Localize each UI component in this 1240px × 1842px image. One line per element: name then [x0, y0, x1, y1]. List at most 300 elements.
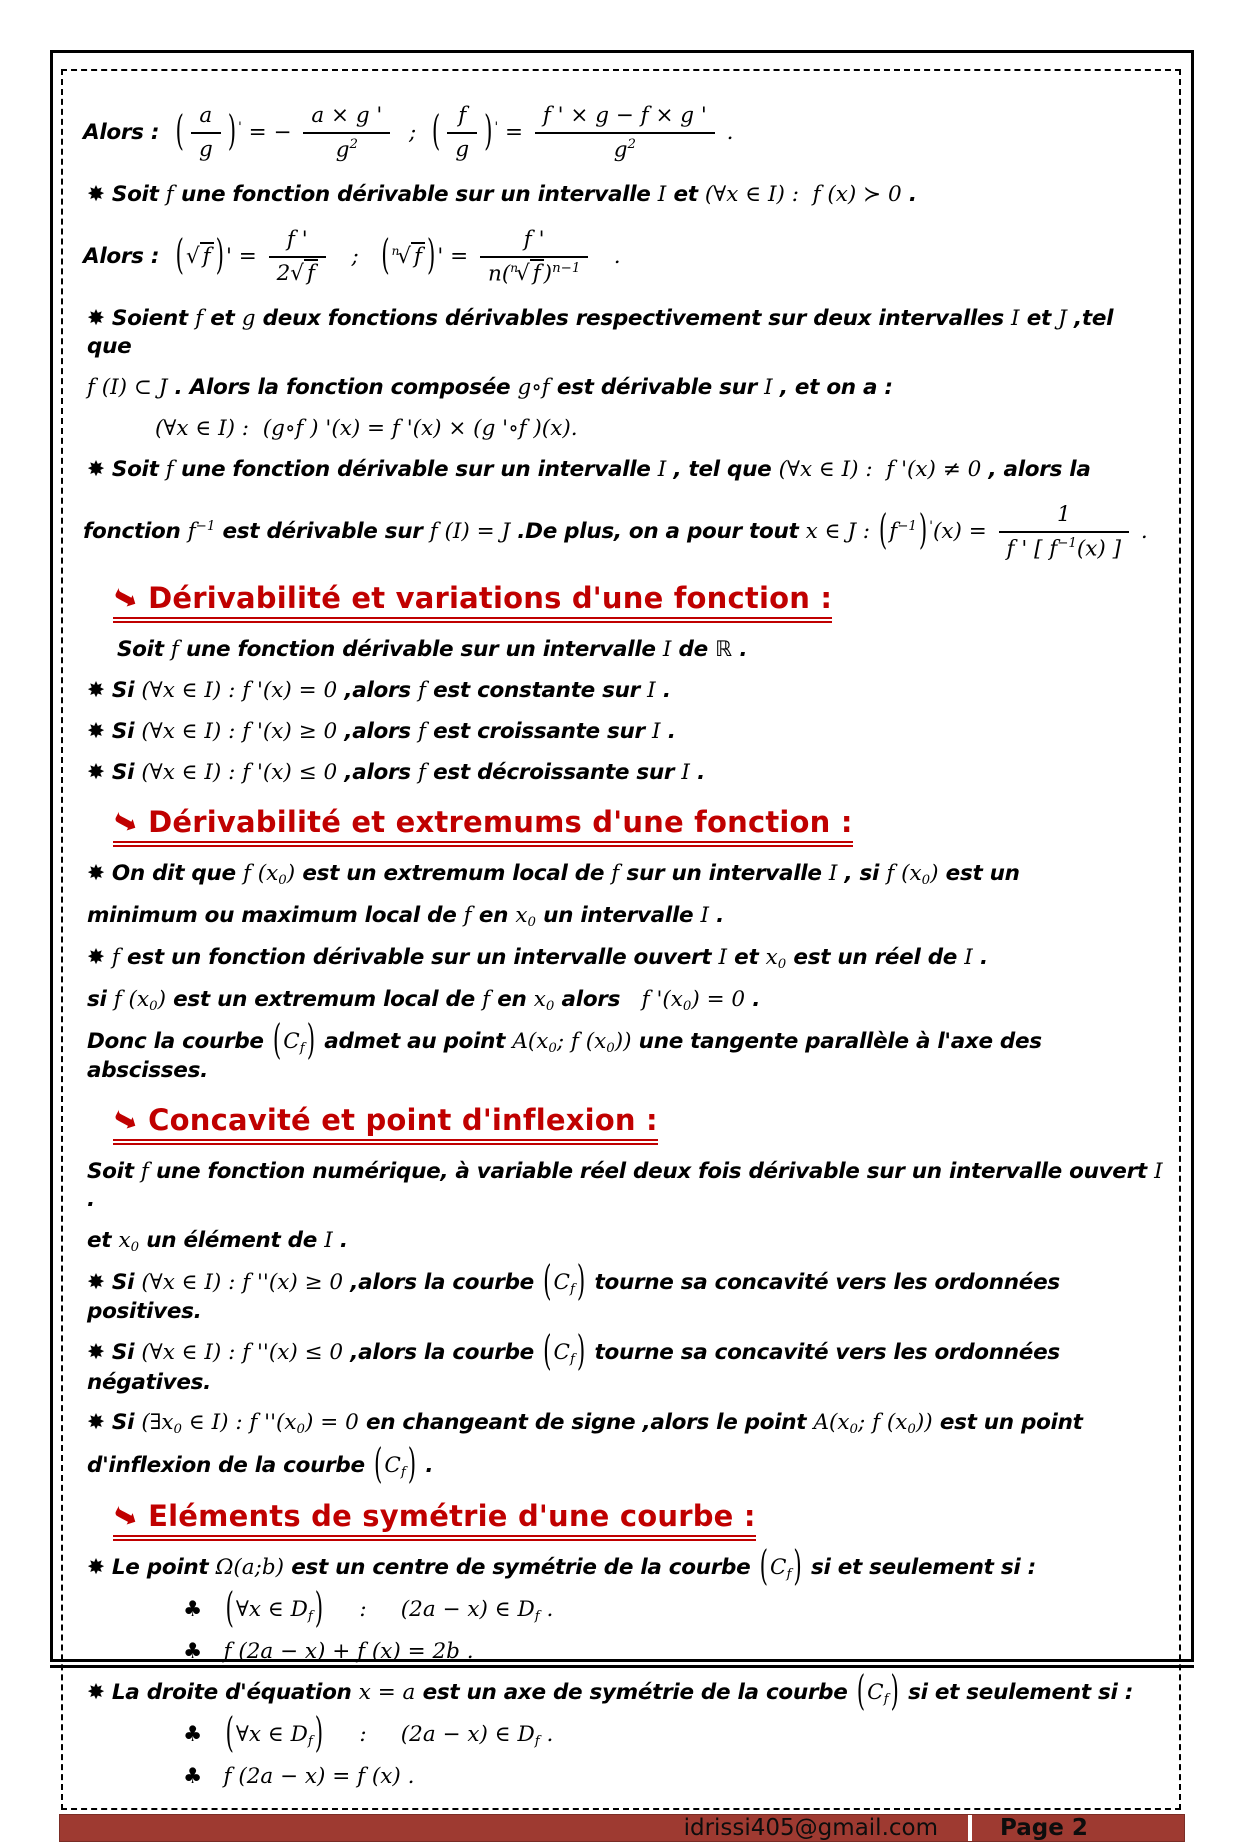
math-run: .: [593, 244, 621, 270]
math-run: ' =: [437, 244, 475, 270]
text-run: ✸ La droite d'équation: [87, 1679, 359, 1705]
math-run: ' =: [226, 244, 264, 270]
big-paren: (: [175, 108, 184, 156]
superscript: ': [494, 119, 499, 135]
math-run: f (I) ⊂ J: [87, 375, 168, 401]
big-paren: ): [890, 1668, 899, 1716]
math-run: ; f (x: [858, 1410, 908, 1436]
subscript: 0: [606, 1041, 615, 1057]
math-run: C: [553, 1270, 570, 1296]
text-run: Donc la courbe: [87, 1029, 271, 1055]
text-line: [183, 1763, 1163, 1791]
math-run: (: [501, 261, 511, 287]
text-run: Soit: [87, 1159, 141, 1185]
text-run: sur un intervalle: [619, 860, 829, 886]
text-run: en changeant de signe ,alors le point: [358, 1410, 814, 1436]
text-run: ,alors la courbe: [343, 1270, 542, 1296]
superscript: 2: [627, 136, 636, 152]
math-run: (∀x ∈ I) : f (x) ≻ 0: [704, 182, 902, 208]
math-run: I: [652, 719, 661, 745]
math-run: )): [915, 1410, 933, 1436]
text-run: est dérivable sur: [549, 375, 765, 401]
math-run: I: [718, 945, 727, 971]
math-run: g: [198, 137, 213, 163]
math-run: f: [417, 759, 426, 785]
math-run: =: [498, 120, 530, 146]
fraction-numerator: [999, 501, 1130, 533]
text-run: ♣: [183, 1764, 224, 1790]
fraction-denominator: [269, 258, 326, 288]
text-run: d'inflexion de la courbe: [87, 1452, 372, 1478]
math-run: C: [867, 1679, 884, 1705]
fraction-denominator: [999, 533, 1130, 563]
subscript: f: [307, 1608, 313, 1624]
math-run: f (2a − x) = f (x): [223, 1764, 401, 1790]
text-run: et: [203, 306, 242, 332]
section-title: Eléments de symétrie d'une courbe :: [148, 1498, 756, 1533]
math-run: .: [459, 1638, 474, 1664]
text-run: ♣: [183, 1721, 224, 1747]
math-run: ): [157, 987, 166, 1013]
section-arrow-icon: ➥: [106, 1099, 145, 1143]
text-run: deux fonctions dérivables respectivement sur deux intervalles: [255, 306, 1012, 332]
text-run: ✸ Si: [87, 1270, 142, 1296]
text-line: [87, 1158, 1163, 1214]
subscript: f: [400, 1464, 406, 1480]
radical-body: [411, 242, 425, 269]
subscript: 0: [921, 872, 931, 888]
fraction-numerator: [480, 226, 588, 258]
math-run: f: [611, 860, 620, 886]
subscript: f: [307, 1733, 313, 1749]
text-run: est un: [938, 860, 1020, 886]
math-run: x: [515, 903, 528, 928]
subscript: 0: [682, 999, 692, 1015]
text-line: [87, 1409, 1163, 1438]
math-run: x = a: [358, 1679, 416, 1705]
text-run: .: [87, 1187, 95, 1213]
math-run: (∀x ∈ I) : f '(x) ≥ 0: [141, 719, 338, 745]
math-run: 1: [1056, 501, 1071, 527]
subscript: 0: [278, 872, 287, 888]
big-paren: (: [759, 1543, 768, 1591]
text-run: ✸ Le point: [87, 1554, 216, 1580]
text-run: tourne sa concavité vers les ordonnées positives.: [87, 1270, 1060, 1325]
fraction-numerator: [303, 102, 390, 134]
big-paren: (: [543, 1258, 552, 1307]
text-run: , et on a :: [772, 375, 893, 401]
math-run: I: [828, 860, 838, 886]
big-paren: (: [381, 232, 390, 281]
math-run: .: [400, 1764, 415, 1790]
text-run: est dérivable sur: [215, 519, 430, 545]
radical-index: n: [391, 244, 400, 259]
text-line: [183, 1585, 1163, 1633]
math-run: (∀x ∈ I) : f '(x) ≤ 0: [141, 759, 338, 785]
math-run: f: [458, 103, 467, 129]
subscript: 0: [173, 1422, 183, 1438]
text-run: ✸ On dit que: [87, 860, 243, 886]
math-run: f: [414, 244, 423, 270]
text-line: [87, 1543, 1163, 1591]
math-run: ): [286, 860, 296, 886]
radical-sign: √: [397, 244, 412, 270]
superscript: −1: [897, 518, 917, 534]
text-run: .: [901, 182, 917, 208]
math-run: f (x: [886, 860, 922, 886]
text-line: [87, 718, 1163, 746]
subscript: f: [534, 1608, 540, 1624]
text-run: est décroissante sur: [425, 759, 682, 785]
text-line: [87, 181, 1163, 209]
big-paren: (: [225, 1585, 234, 1633]
radical-body: [304, 259, 318, 286]
big-paren: (: [373, 1440, 383, 1489]
section-heading-underline: [106, 1494, 756, 1541]
big-paren: ): [576, 1328, 586, 1377]
math-run: f: [532, 261, 541, 287]
math-run: 2: [276, 261, 291, 287]
big-paren: (: [543, 1328, 552, 1377]
math-run: (∃x: [141, 1410, 174, 1436]
math-run: A(x: [813, 1410, 850, 1436]
text-run: alors: [554, 987, 642, 1013]
fraction-numerator: [447, 102, 477, 134]
text-run: un intervalle: [535, 903, 701, 928]
subscript: 0: [849, 1422, 858, 1438]
radical: [290, 259, 318, 286]
text-run: ✸ Soient: [87, 306, 196, 332]
math-run: C: [553, 1340, 570, 1366]
math-run: f ' × g − f × g ': [542, 103, 707, 128]
section-heading: [106, 1099, 1163, 1145]
text-run: si: [87, 987, 114, 1013]
math-run: (x) ]: [1076, 536, 1122, 562]
text-run: .: [745, 987, 761, 1013]
superscript: 2: [349, 136, 358, 152]
math-run: I: [964, 945, 973, 971]
math-run: f: [195, 306, 204, 332]
section-arrow-icon: ➥: [106, 801, 145, 844]
text-run: une fonction numérique, à variable réel deux fois dérivable sur un intervalle ouvert: [148, 1159, 1155, 1185]
math-run: (2a − x) ∈ D: [400, 1721, 535, 1747]
text-run: est un point: [932, 1410, 1083, 1436]
text-line: [183, 1710, 1163, 1758]
text-run: une fonction dérivable sur un intervalle: [173, 182, 658, 208]
big-paren: (: [431, 108, 441, 156]
math-run: f (I) = J: [429, 519, 511, 545]
math-run: f: [140, 1159, 149, 1185]
text-run: ✸ Si: [87, 1340, 142, 1366]
big-paren: ): [227, 108, 237, 156]
section-arrow-icon: ➥: [106, 577, 145, 620]
math-run: I: [1011, 306, 1020, 332]
text-run: est un extremum local de: [165, 987, 483, 1013]
section-heading: [106, 801, 1163, 847]
fraction-denominator: [535, 134, 715, 164]
radical-sign: √: [290, 261, 304, 287]
math-run: A(x: [512, 1029, 549, 1055]
math-run: f '(x: [641, 987, 683, 1013]
fraction-numerator: [535, 102, 715, 134]
fraction-numerator: [191, 102, 221, 134]
fraction: [303, 102, 390, 164]
fraction: [999, 501, 1130, 563]
math-run: ;: [395, 120, 430, 146]
math-run: = −: [241, 120, 299, 146]
fraction-numerator: [269, 226, 326, 258]
math-run: a × g ': [311, 103, 383, 128]
big-paren: ): [576, 1258, 586, 1307]
text-run: est constante sur: [425, 678, 648, 704]
text-run: en: [490, 987, 534, 1013]
text-run: une fonction dérivable sur un intervalle: [173, 457, 658, 483]
math-run: f (2a − x) + f (x) = 2b: [223, 1638, 460, 1664]
document-page: [50, 50, 1194, 1841]
big-paren: ): [793, 1543, 802, 1591]
math-run: I: [764, 375, 773, 401]
text-run: .: [732, 637, 748, 663]
text-line: [87, 1668, 1163, 1716]
math-run: (2a − x) ∈ D: [400, 1596, 535, 1622]
text-run: ,alors: [337, 759, 418, 785]
math-run: g: [613, 137, 628, 163]
math-run: .: [539, 1596, 554, 1622]
math-run: ∀x ∈ D: [235, 1596, 308, 1622]
math-run: I: [647, 678, 656, 704]
document-lines: [61, 69, 1181, 1810]
fraction: [447, 102, 477, 164]
math-run: a: [199, 103, 213, 129]
math-run: ): [930, 860, 939, 886]
text-line: [155, 415, 1163, 443]
text-run: ,alors: [337, 678, 418, 704]
math-run: x: [118, 1228, 131, 1254]
math-run: C: [769, 1554, 787, 1580]
text-run: , tel que: [666, 457, 779, 483]
math-run: :: [325, 1721, 401, 1747]
text-line: [87, 305, 1163, 361]
text-run: en: [471, 903, 516, 928]
math-run: n: [488, 261, 502, 287]
math-run: x ∈ J :: [805, 519, 877, 545]
fraction-denominator: [303, 134, 390, 164]
superscript: −1: [1057, 535, 1077, 551]
text-run: .: [972, 945, 988, 971]
footer-page-number: Page 2: [1000, 1814, 1088, 1841]
math-run: I: [700, 903, 709, 928]
math-run: Ω(a;b): [215, 1554, 285, 1580]
math-run: C: [283, 1029, 300, 1055]
math-run: f ': [286, 227, 308, 253]
text-run: , alors la: [981, 457, 1091, 483]
text-run: .De plus, on a pour tout: [510, 519, 806, 545]
text-run: Alors :: [83, 244, 174, 270]
math-run: f: [306, 261, 315, 287]
math-run: f: [170, 637, 179, 663]
section-title: Concavité et point d'inflexion :: [148, 1103, 658, 1138]
math-run: I: [324, 1228, 333, 1254]
text-run: est un axe de symétrie de la courbe: [415, 1679, 855, 1705]
radical: [392, 244, 425, 269]
subscript: 0: [777, 956, 787, 972]
math-run: f: [165, 182, 174, 208]
radical-body: [200, 242, 214, 269]
text-run: .: [709, 903, 725, 928]
footer-email: idrissi405@gmail.com: [683, 1814, 938, 1841]
text-run: Alors :: [83, 120, 174, 146]
math-run: I: [657, 457, 667, 483]
text-line: [87, 1258, 1163, 1326]
math-run: (∀x ∈ I) : f ''(x) ≤ 0: [141, 1340, 344, 1366]
subscript: 0: [907, 1422, 916, 1438]
big-paren: ): [215, 232, 224, 281]
text-run: .: [655, 678, 671, 704]
math-run: f (x: [113, 987, 150, 1013]
text-line: [87, 1328, 1163, 1396]
radical: [510, 261, 543, 286]
radical-body: [530, 259, 544, 286]
text-run: minimum ou maximum local de: [87, 903, 464, 928]
subscript: f: [883, 1691, 889, 1707]
big-paren: (: [272, 1017, 282, 1066]
math-run: f: [111, 945, 120, 971]
math-run: f: [417, 719, 426, 745]
math-run: I: [1154, 1159, 1163, 1185]
big-paren: ): [484, 108, 493, 156]
big-paren: (: [175, 232, 184, 281]
text-run: .: [332, 1228, 348, 1254]
fraction: [191, 102, 221, 164]
section-heading-underline: [106, 577, 833, 623]
math-run: (∀x ∈ I) : f '(x) ≠ 0: [778, 457, 982, 483]
math-run: f: [202, 244, 211, 270]
text-run: est un réel de: [786, 945, 965, 971]
text-run: ✸ Si: [87, 1410, 142, 1436]
fraction: [535, 102, 715, 164]
text-run: ✸ Soit: [87, 182, 166, 208]
math-run: ; f (x: [556, 1029, 607, 1055]
section-heading: [106, 1494, 1163, 1541]
text-run: fonction: [83, 519, 188, 545]
text-run: est un fonction dérivable sur un intervalle ouvert: [119, 945, 719, 971]
text-run: de: [671, 637, 716, 663]
text-run: et: [666, 182, 705, 208]
subscript: f: [534, 1733, 540, 1749]
fraction-denominator: [447, 134, 477, 164]
math-run: x: [765, 945, 778, 971]
text-run: et: [87, 1228, 119, 1254]
math-run: :: [325, 1596, 401, 1622]
math-run: ): [543, 261, 553, 287]
text-run: ♣: [183, 1596, 224, 1622]
text-line: [83, 102, 1163, 164]
text-line: [87, 677, 1163, 705]
text-run: ,alors la courbe: [343, 1340, 542, 1366]
text-run: une fonction dérivable sur un intervalle: [178, 637, 663, 663]
big-paren: ): [314, 1585, 324, 1633]
radical: [186, 242, 214, 269]
math-run: f: [417, 678, 426, 704]
section-title: Dérivabilité et extremums d'une fonction :: [148, 804, 853, 839]
math-run: C: [384, 1452, 401, 1478]
superscript: −1: [195, 518, 216, 534]
text-run: est croissante sur: [425, 719, 653, 745]
section-heading: [106, 577, 1163, 623]
math-run: g: [241, 306, 256, 332]
text-line: [83, 226, 1163, 288]
text-run: et: [726, 945, 766, 971]
math-run: x: [533, 987, 546, 1013]
subscript: f: [786, 1566, 792, 1582]
text-run: ,tel que: [87, 306, 1114, 360]
big-paren: ): [314, 1710, 324, 1758]
section-title: Dérivabilité et variations d'une fonction :: [148, 581, 833, 616]
math-run: g∘f: [517, 375, 550, 401]
text-run: est un centre de symétrie de la courbe: [284, 1554, 758, 1580]
superscript: ': [238, 119, 242, 135]
text-run: Soit: [117, 637, 171, 663]
math-run: I: [662, 637, 672, 663]
math-run: f: [889, 519, 898, 545]
radical-index: n: [510, 261, 518, 276]
fraction-denominator: [191, 134, 221, 164]
subscript: 0: [545, 999, 555, 1015]
text-run: .: [660, 719, 676, 745]
radical-sign: √: [516, 261, 530, 287]
section-arrow-icon: ➥: [106, 1494, 145, 1538]
text-run: . Alors la fonction composée: [167, 375, 518, 401]
math-run: f ' [ f: [1006, 536, 1058, 562]
text-run: ♣: [183, 1638, 224, 1664]
math-run: ∀x ∈ D: [235, 1721, 308, 1747]
fraction-denominator: [480, 258, 588, 288]
text-run: tourne sa concavité vers les ordonnées négatives.: [87, 1340, 1060, 1395]
text-run: si et seulement si :: [803, 1554, 1036, 1580]
big-paren: ): [918, 507, 928, 555]
section-heading-underline: [106, 801, 853, 847]
math-run: g: [335, 137, 350, 163]
subscript: 0: [149, 999, 158, 1015]
math-run: )): [614, 1029, 632, 1055]
text-line: [87, 1017, 1163, 1085]
text-run: une tangente parallèle à l'axe des abscisses.: [87, 1029, 1042, 1084]
text-run: un élément de: [139, 1228, 325, 1254]
text-line: [87, 456, 1163, 484]
text-line: [87, 860, 1163, 889]
big-paren: (: [225, 1710, 234, 1758]
text-line: [87, 374, 1163, 402]
text-line: [87, 1440, 1163, 1489]
subscript: 0: [296, 1422, 306, 1438]
text-line: [117, 636, 1163, 664]
text-run: ✸ Si: [87, 759, 142, 785]
text-run: ✸ Soit: [87, 457, 166, 483]
text-line: [87, 944, 1163, 973]
math-run: f: [482, 987, 491, 1013]
math-run: g: [455, 137, 470, 163]
big-paren: (: [878, 507, 888, 555]
math-run: ℝ: [715, 637, 733, 663]
text-run: , si: [837, 860, 887, 886]
math-run: ∈ I) : f ''(x: [182, 1410, 297, 1436]
section-heading-underline: [106, 1099, 658, 1145]
text-run: si et seulement si :: [900, 1679, 1134, 1705]
big-paren: ): [407, 1440, 417, 1489]
text-run: admet au point: [317, 1029, 513, 1055]
math-run: (∀x ∈ I) : f ''(x) ≥ 0: [141, 1270, 344, 1296]
math-run: (∀x ∈ I) : f '(x) = 0: [141, 678, 338, 704]
